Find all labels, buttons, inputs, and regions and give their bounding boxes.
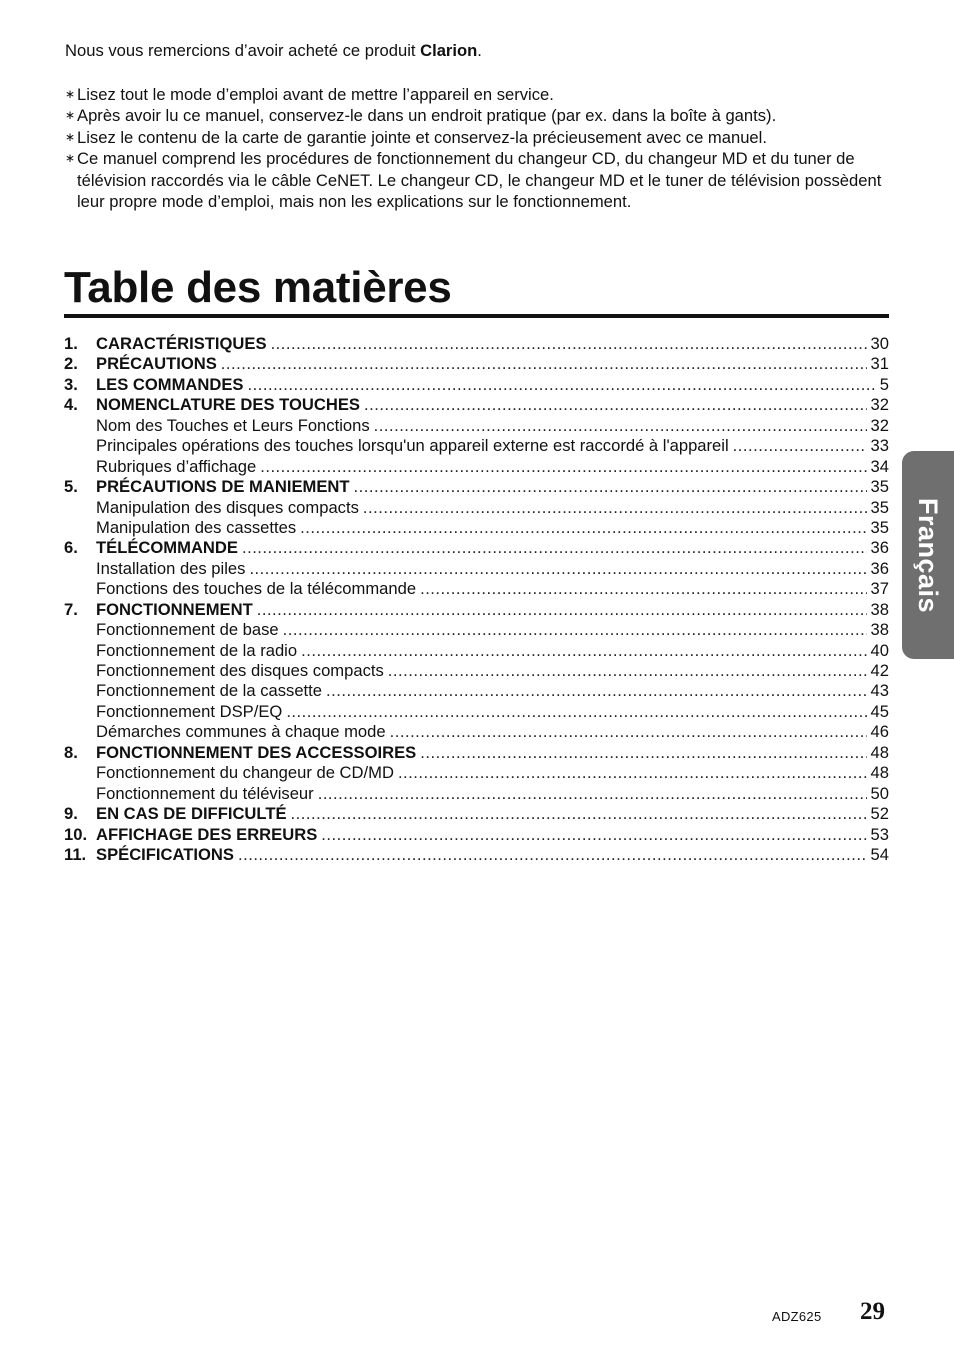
toc-dot-leader [420, 743, 866, 763]
notes-list [65, 84, 895, 213]
toc-entry [64, 702, 889, 722]
model-code: ADZ625 [772, 1309, 822, 1324]
toc-dot-leader [260, 457, 866, 477]
toc-entry [64, 354, 889, 374]
toc-dot-leader [301, 641, 866, 661]
toc-entry-page: 42 [870, 661, 889, 680]
toc-entry [64, 600, 889, 620]
toc-entry-label: Principales opérations des touches lorsqu'un appareil externe est raccordé à l'appareil [96, 436, 729, 456]
toc-entry-label: LES COMMANDES [96, 374, 244, 394]
toc-entry-page: 45 [870, 701, 889, 721]
toc-dot-leader [363, 498, 867, 518]
toc-entry-label: SPÉCIFICATIONS [96, 844, 234, 864]
toc-entry-page: 53 [870, 824, 889, 844]
toc-entry-number: 11. [64, 844, 87, 864]
toc-entry-label: Fonctionnement du changeur de CD/MD [96, 763, 394, 783]
toc-entry-label: Fonctionnement de base [96, 620, 279, 640]
toc-entry-page: 54 [870, 844, 889, 864]
note-item [65, 84, 895, 106]
intro-section [65, 40, 895, 213]
toc-entry-page: 37 [870, 579, 889, 599]
toc-entry-label: PRÉCAUTIONS [96, 354, 217, 374]
toc-dot-leader [300, 518, 866, 538]
toc-entry-label: PRÉCAUTIONS DE MANIEMENT [96, 477, 350, 497]
toc-dot-leader [291, 804, 867, 824]
toc-dot-leader [364, 395, 867, 415]
toc-dot-leader [242, 538, 867, 558]
toc-dot-leader [286, 702, 866, 722]
toc-entry-number: 10. [64, 824, 88, 844]
toc-entry-number: 6. [64, 538, 78, 558]
note-item [65, 105, 895, 127]
toc-entry-label: TÉLÉCOMMANDE [96, 538, 238, 558]
toc-entry-label: Manipulation des disques compacts [96, 497, 359, 517]
note-item [65, 127, 895, 149]
toc-entry-number: 5. [64, 477, 78, 497]
asterisk-icon: ∗ [65, 151, 76, 165]
toc-entry-page: 38 [870, 620, 889, 640]
toc-entry [64, 620, 889, 640]
asterisk-icon: ∗ [65, 86, 76, 101]
toc-entry [64, 518, 889, 538]
toc-entry [64, 477, 889, 497]
toc-entry-number: 8. [64, 742, 78, 762]
toc-entry-label: EN CAS DE DIFFICULTÉ [96, 804, 287, 824]
toc-dot-leader [238, 845, 867, 865]
toc-entry [64, 538, 889, 558]
note-item [65, 148, 895, 213]
thanks-suffix: . [477, 41, 482, 60]
toc-entry-page: 50 [870, 783, 889, 803]
page-title: Table des matières [64, 263, 452, 312]
toc-dot-leader [271, 334, 867, 354]
toc-entry-page: 35 [870, 517, 889, 537]
language-tab [902, 451, 954, 659]
toc-entry [64, 436, 889, 456]
toc-entry-label: Fonctionnement de la radio [96, 640, 298, 660]
toc-entry-page: 36 [870, 558, 889, 578]
asterisk-icon: ∗ [65, 129, 76, 144]
toc-entry [64, 845, 889, 865]
toc-entry-page: 34 [870, 456, 889, 476]
note-text: Lisez tout le mode d’emploi avant de mettre l’appareil en service. [77, 84, 554, 104]
toc-dot-leader [326, 681, 867, 701]
toc-dot-leader [248, 375, 876, 395]
toc-entry-page: 32 [870, 415, 889, 435]
toc-entry-number: 4. [64, 395, 78, 415]
toc-entry [64, 498, 889, 518]
title-divider [64, 314, 889, 318]
toc-dot-leader [283, 620, 867, 640]
toc-entry-page: 32 [870, 395, 889, 415]
toc-entry [64, 784, 889, 804]
toc-dot-leader [388, 661, 867, 681]
table-of-contents [64, 334, 889, 865]
toc-entry [64, 681, 889, 701]
toc-entry-page: 36 [870, 538, 889, 558]
toc-entry [64, 457, 889, 477]
thanks-prefix: Nous vous remercions d’avoir acheté ce produit [65, 41, 421, 60]
toc-dot-leader [249, 559, 866, 579]
toc-entry-label: Manipulation des cassettes [96, 517, 297, 537]
toc-entry [64, 641, 889, 661]
toc-entry-page: 40 [870, 640, 889, 660]
brand-name: Clarion [420, 41, 478, 60]
page-number: 29 [860, 1298, 885, 1325]
toc-entry-page: 46 [870, 722, 889, 742]
toc-entry-page: 33 [870, 436, 889, 456]
toc-entry [64, 763, 889, 783]
toc-entry-label: Nom des Touches et Leurs Fonctions [96, 415, 370, 435]
toc-entry-number: 1. [64, 334, 78, 353]
toc-entry-label: Fonctionnement de la cassette [96, 681, 322, 701]
toc-entry-label: NOMENCLATURE DES TOUCHES [96, 395, 360, 415]
toc-entry [64, 416, 889, 436]
toc-entry-label: FONCTIONNEMENT [96, 599, 253, 619]
toc-entry-label: Fonctionnement du téléviseur [96, 783, 314, 803]
note-text: Ce manuel comprend les procédures de fonctionnement du changeur CD, du changeur MD et du tuner de télévision raccordés via le câble CeNET. Le changeur CD, le changeur MD et le tuner de télévision possèdent leur propre mode d’emploi, mais non les explications sur le fonctionnement. [77, 149, 882, 211]
toc-dot-leader [374, 416, 867, 436]
toc-entry-label: CARACTÉRISTIQUES [96, 334, 267, 353]
toc-entry-page: 31 [870, 354, 889, 374]
note-text: Après avoir lu ce manuel, conservez-le dans un endroit pratique (par ex. dans la boîte à gants). [77, 106, 777, 125]
toc-dot-leader [318, 784, 867, 804]
toc-entry-page: 48 [870, 763, 889, 783]
toc-entry-page: 48 [870, 742, 889, 762]
toc-entry [64, 559, 889, 579]
toc-entry [64, 722, 889, 742]
toc-entry [64, 804, 889, 824]
toc-entry-label: AFFICHAGE DES ERREURS [96, 824, 318, 844]
toc-entry-number: 2. [64, 354, 78, 374]
toc-entry-page: 30 [870, 334, 889, 353]
toc-entry [64, 743, 889, 763]
toc-dot-leader [221, 354, 867, 374]
toc-entry [64, 375, 889, 395]
toc-dot-leader [257, 600, 867, 620]
toc-entry-page: 43 [870, 681, 889, 701]
toc-entry [64, 825, 889, 845]
note-text: Lisez le contenu de la carte de garantie jointe et conservez-la précieusement avec ce manuel. [77, 127, 767, 147]
toc-dot-leader [321, 825, 866, 845]
toc-dot-leader [398, 763, 867, 783]
toc-dot-leader [354, 477, 867, 497]
toc-entry-label: Installation des piles [96, 558, 246, 578]
toc-entry-page: 35 [870, 497, 889, 517]
asterisk-icon: ∗ [65, 108, 76, 122]
toc-entry-label: Fonctionnement DSP/EQ [96, 701, 283, 721]
toc-entry-number: 7. [64, 599, 78, 619]
toc-entry-label: Fonctionnement des disques compacts [96, 661, 384, 680]
toc-entry-page: 38 [870, 599, 889, 619]
toc-entry-label: FONCTIONNEMENT DES ACCESSOIRES [96, 742, 417, 762]
toc-dot-leader [420, 579, 866, 599]
thanks-line [65, 40, 895, 62]
toc-entry-page: 52 [870, 804, 889, 824]
language-tab-label: Français [913, 497, 944, 613]
toc-entry-number: 3. [64, 374, 78, 394]
toc-entry [64, 334, 889, 354]
toc-entry-page: 35 [870, 477, 889, 497]
toc-entry-page: 5 [879, 374, 889, 394]
toc-entry [64, 579, 889, 599]
toc-entry-number: 9. [64, 804, 78, 824]
toc-dot-leader [390, 722, 867, 742]
toc-entry-label: Fonctions des touches de la télécommande [96, 579, 417, 599]
toc-entry-label: Rubriques d’affichage [96, 456, 257, 476]
toc-entry-label: Démarches communes à chaque mode [96, 722, 386, 742]
toc-entry [64, 661, 889, 681]
toc-entry [64, 395, 889, 415]
toc-dot-leader [733, 436, 867, 456]
